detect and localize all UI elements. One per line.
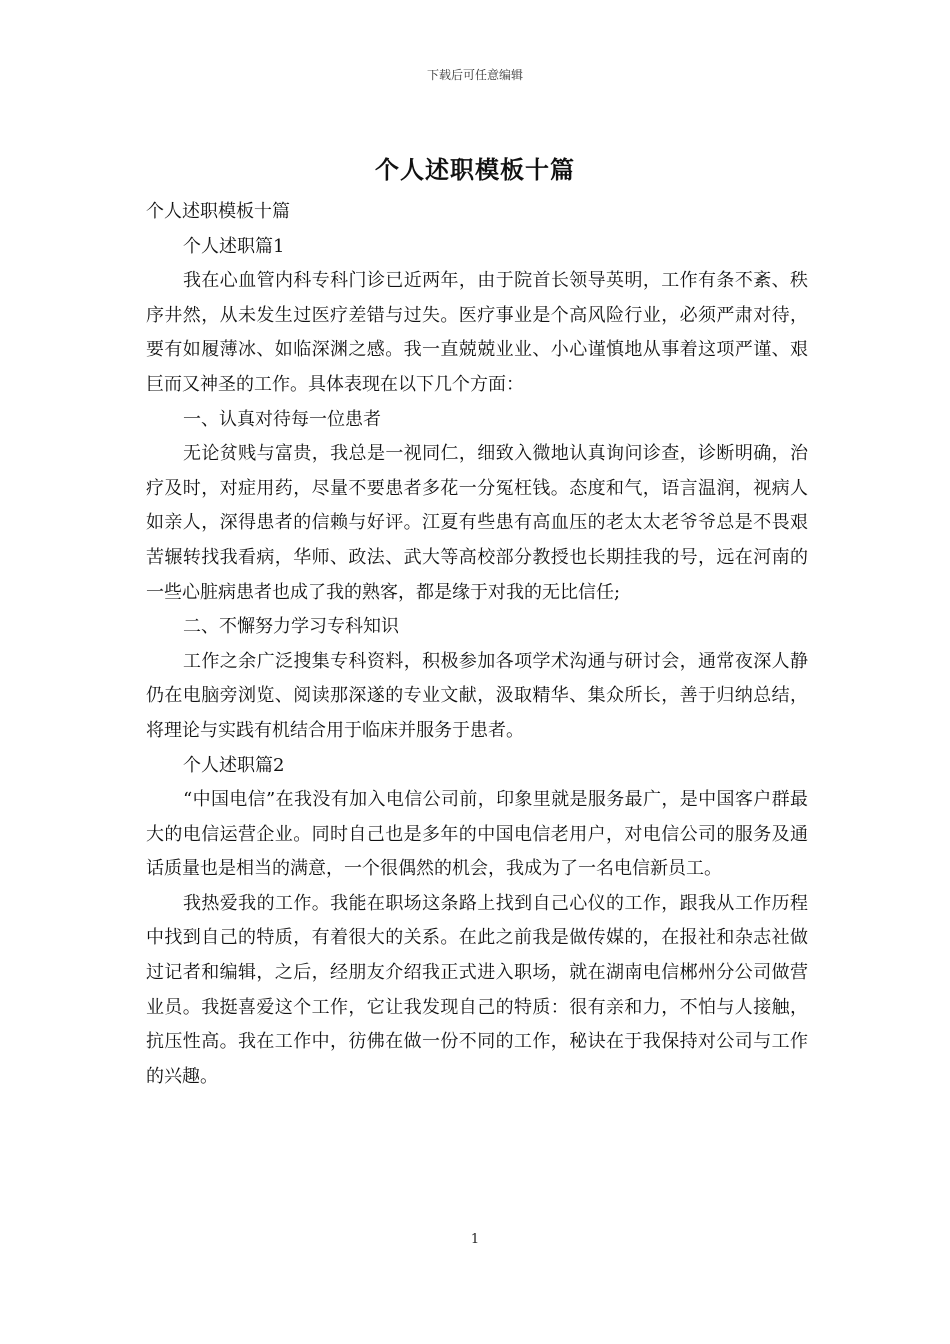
subheading-patients: 一、认真对待每一位患者: [183, 408, 381, 430]
body-paragraph: 我热爱我的工作。我能在职场这条路上找到自己心仪的工作，跟我从工作历程中找到自己的特质，有着很大的关系。在此之前我是做传媒的，在报社和杂志社做过记者和编辑，之后，经朋友介绍我正式进入职场，就在湖南电信郴州分公司做营业员。我挺喜爱这个工作，它让我发现自己的特质：很有亲和力，不怕与人接触，抗压性高。我在工作中，彷佛在做一份不同的工作，秘诀在于我保持对公司与工作的兴趣。: [146, 892, 808, 1087]
body-paragraph: 工作之余广泛搜集专科资料，积极参加各项学术沟通与研讨会，通常夜深人静仍在电脑旁浏览、阅读那深遂的专业文献，汲取精华、集众所长，善于归纳总结，将理论与实践有机结合用于临床并服务于患者。: [146, 650, 808, 741]
document-body: [146, 195, 808, 1094]
document-title: 个人述职模板十篇: [375, 155, 575, 184]
subtitle-paragraph: 个人述职模板十篇: [146, 201, 290, 222]
section-heading-1: 个人述职篇1: [183, 235, 285, 257]
body-paragraph: “中国电信”在我没有加入电信公司前，印象里就是服务最广，是中国客户群最大的电信运营企业。同时自己也是多年的中国电信老用户，对电信公司的服务及通话质量也是相当的满意，一个很偶然的机会，我成为了一名电信新员工。: [146, 789, 808, 880]
page-header-note: 下载后可任意编辑: [426, 68, 523, 82]
body-paragraph: 无论贫贱与富贵，我总是一视同仁，细致入微地认真询问诊查，诊断明确，治疗及时，对症用药，尽量不要患者多花一分冤枉钱。态度和气，语言温润，视病人如亲人，深得患者的信赖与好评。江夏有些患有高血压的老太太老爷爷总是不畏艰苦辗转找我看病，华师、政法、武大等高校部分教授也长期挂我的号，远在河南的一些心脏病患者也成了我的熟客，都是缘于对我的无比信任;: [146, 443, 808, 603]
body-paragraph: 我在心血管内科专科门诊已近两年，由于院首长领导英明，工作有条不紊、秩序井然，从未发生过医疗差错与过失。医疗事业是个高风险行业，必须严肃对待，要有如履薄冰、如临深渊之感。我一直兢兢业业、小心谨慎地从事着这项严谨、艰巨而又神圣的工作。具体表现在以下几个方面：: [146, 270, 808, 395]
section-heading-2: 个人述职篇2: [183, 754, 285, 776]
subheading-study: 二、不懈努力学习专科知识: [183, 616, 399, 638]
page-number: 1: [470, 1232, 480, 1247]
